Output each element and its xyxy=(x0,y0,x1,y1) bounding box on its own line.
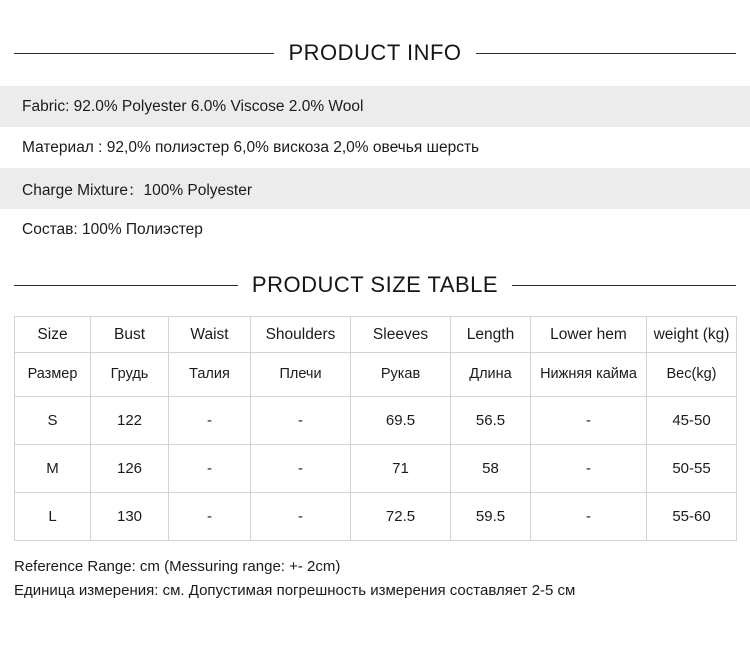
table-header-row-ru xyxy=(15,353,737,397)
cell-bust: 126 xyxy=(91,445,169,493)
cell-length: 58 xyxy=(451,445,531,493)
size-table-heading xyxy=(0,272,750,298)
info-row-charge-mixture-ru: Состав: 100% Полиэстер xyxy=(0,209,750,250)
heading-rule-right xyxy=(476,53,736,54)
table-row xyxy=(15,445,737,493)
header-lower-hem: Lower hem xyxy=(531,317,647,353)
cell-waist: - xyxy=(169,397,251,445)
note-reference-range-en: Reference Range: cm (Messuring range: +- 2cm) xyxy=(14,558,341,575)
cell-size: S xyxy=(15,397,91,445)
product-info-heading xyxy=(0,40,750,66)
cell-length: 59.5 xyxy=(451,493,531,541)
cell-sleeves: 71 xyxy=(351,445,451,493)
cell-shoulders: - xyxy=(251,493,351,541)
header-ru-shoulders: Плечи xyxy=(251,353,351,397)
cell-weight: 55-60 xyxy=(647,493,737,541)
size-table-head xyxy=(15,317,737,353)
product-info-list xyxy=(0,86,750,250)
heading-rule-left xyxy=(14,53,274,54)
cell-size: L xyxy=(15,493,91,541)
cell-shoulders: - xyxy=(251,397,351,445)
size-heading-rule-right xyxy=(512,285,736,286)
cell-shoulders: - xyxy=(251,445,351,493)
header-ru-weight: Вес(kg) xyxy=(647,353,737,397)
header-ru-length: Длина xyxy=(451,353,531,397)
header-weight: weight (kg) xyxy=(647,317,737,353)
header-shoulders: Shoulders xyxy=(251,317,351,353)
size-table-body xyxy=(15,353,737,541)
table-header-row-en xyxy=(15,317,737,353)
header-ru-bust: Грудь xyxy=(91,353,169,397)
cell-lower-hem: - xyxy=(531,397,647,445)
size-table xyxy=(14,316,737,541)
cell-bust: 130 xyxy=(91,493,169,541)
info-row-charge-mixture-en: Charge Mixture：100% Polyester xyxy=(0,168,750,209)
header-length: Length xyxy=(451,317,531,353)
cell-weight: 50-55 xyxy=(647,445,737,493)
header-ru-lower-hem: Нижняя кайма xyxy=(531,353,647,397)
cell-lower-hem: - xyxy=(531,445,647,493)
cell-size: M xyxy=(15,445,91,493)
info-row-fabric-ru: Материал : 92,0% полиэстер 6,0% вискоза 2,0% овечья шерсть xyxy=(0,127,750,168)
product-info-page xyxy=(0,40,750,670)
header-sleeves: Sleeves xyxy=(351,317,451,353)
header-size: Size xyxy=(15,317,91,353)
cell-weight: 45-50 xyxy=(647,397,737,445)
note-reference-range-ru: Единица измерения: см. Допустимая погрешность измерения составляет 2-5 см xyxy=(14,582,576,599)
cell-waist: - xyxy=(169,493,251,541)
table-row xyxy=(15,493,737,541)
size-table-heading-text: PRODUCT SIZE TABLE xyxy=(251,272,499,297)
header-ru-sleeves: Рукав xyxy=(351,353,451,397)
table-row xyxy=(15,397,737,445)
cell-sleeves: 72.5 xyxy=(351,493,451,541)
header-ru-size: Размер xyxy=(15,353,91,397)
header-waist: Waist xyxy=(169,317,251,353)
cell-waist: - xyxy=(169,445,251,493)
cell-sleeves: 69.5 xyxy=(351,397,451,445)
cell-lower-hem: - xyxy=(531,493,647,541)
header-bust: Bust xyxy=(91,317,169,353)
cell-bust: 122 xyxy=(91,397,169,445)
product-info-heading-text: PRODUCT INFO xyxy=(288,40,462,65)
cell-length: 56.5 xyxy=(451,397,531,445)
size-heading-rule-left xyxy=(14,285,238,286)
info-row-fabric-en: Fabric: 92.0% Polyester 6.0% Viscose 2.0% Wool xyxy=(0,86,750,127)
measurement-notes xyxy=(0,555,750,603)
size-table-wrapper xyxy=(0,316,750,541)
header-ru-waist: Талия xyxy=(169,353,251,397)
